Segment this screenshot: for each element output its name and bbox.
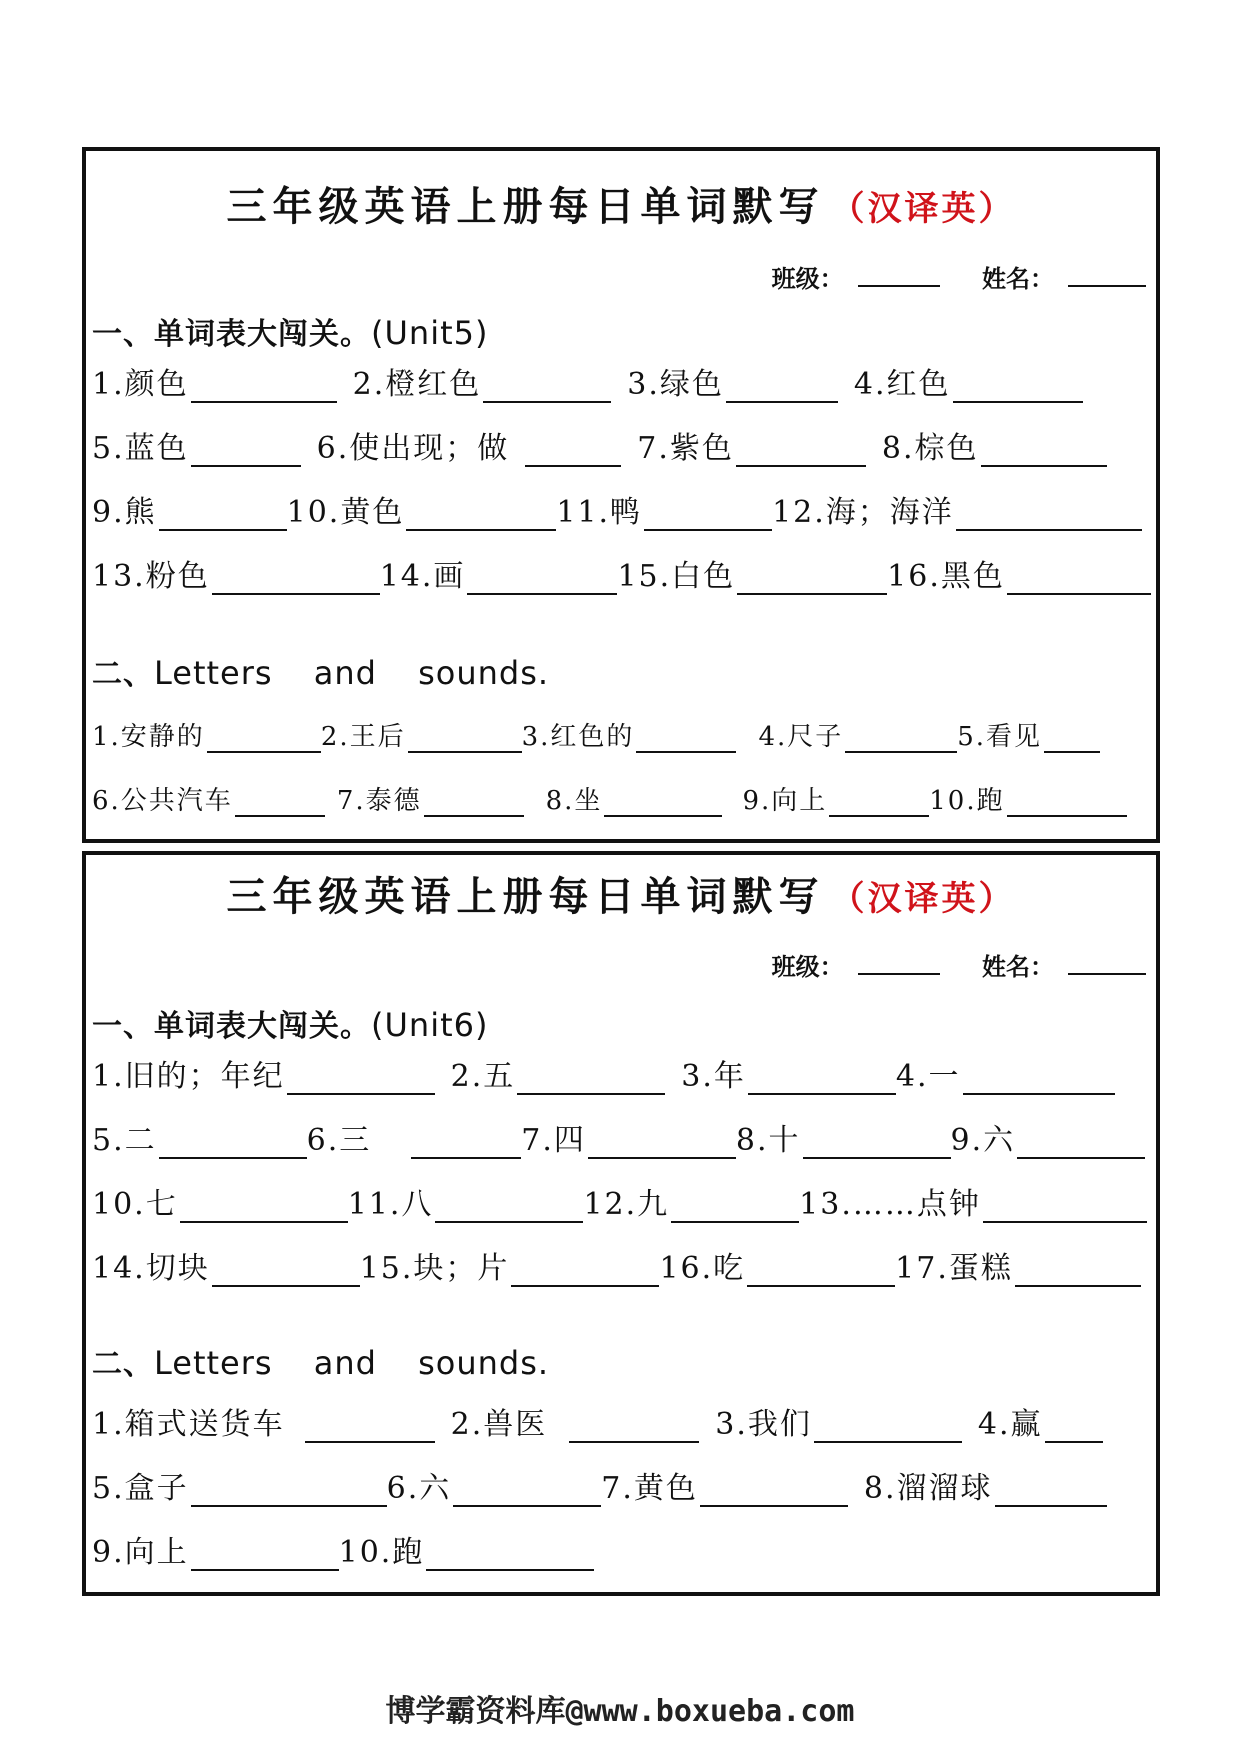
answer-blank[interactable] <box>1017 1127 1145 1159</box>
answer-blank[interactable] <box>644 499 772 531</box>
vocab-item <box>895 1243 1141 1287</box>
vocab-item <box>521 1115 736 1159</box>
answer-blank[interactable] <box>845 721 957 753</box>
class-field[interactable] <box>858 265 940 287</box>
vocab-prompt: 14.画 <box>379 559 466 594</box>
vocab-item <box>92 551 380 595</box>
answer-blank[interactable] <box>426 1539 594 1571</box>
vocab-prompt: 3.绿色 <box>627 367 724 402</box>
answer-blank[interactable] <box>1007 563 1151 595</box>
vocab-prompt: 8.十 <box>735 1123 801 1158</box>
vocab-prompt: 12.九 <box>583 1187 670 1222</box>
letters-prompt: 1.箱式送货车 <box>92 1407 285 1442</box>
answer-blank[interactable] <box>636 721 736 753</box>
vocab-row <box>92 363 1150 403</box>
answer-blank[interactable] <box>700 1475 848 1507</box>
vocab-item <box>92 1179 348 1223</box>
vocab-item <box>92 1243 360 1287</box>
section-heading-text: 一、单词表大闯关。 <box>92 317 371 352</box>
vocab-prompt: 3.年 <box>681 1059 746 1094</box>
letters-prompt: 8.坐 <box>545 786 603 816</box>
letters-prompt: 7.黄色 <box>601 1471 698 1506</box>
answer-blank[interactable] <box>963 1063 1115 1095</box>
letters-item <box>92 716 321 753</box>
source-footer <box>0 1686 1240 1730</box>
letters-item <box>715 1399 978 1443</box>
worksheet-unit6 <box>82 851 1160 1596</box>
answer-blank[interactable] <box>235 785 325 817</box>
letters-item <box>929 780 1126 817</box>
answer-blank[interactable] <box>995 1475 1107 1507</box>
letters-prompt: 3.我们 <box>715 1407 812 1442</box>
vocab-prompt: 1.颜色 <box>92 367 189 402</box>
vocab-prompt: 12.海；海洋 <box>772 495 954 530</box>
letters-prompt: 4.尺子 <box>758 722 844 752</box>
answer-blank[interactable] <box>983 1191 1147 1223</box>
title-subtitle: （汉译英） <box>830 189 1016 229</box>
letters-prompt: 6.六 <box>386 1471 452 1506</box>
vocab-item <box>854 359 1083 403</box>
answer-blank[interactable] <box>604 785 722 817</box>
section-heading-text: Letters and sounds. <box>154 654 550 692</box>
vocab-item <box>896 1051 1115 1095</box>
answer-blank[interactable] <box>747 1255 895 1287</box>
answer-blank[interactable] <box>736 435 866 467</box>
answer-blank[interactable] <box>191 435 301 467</box>
vocab-prompt: 13.粉色 <box>92 559 210 594</box>
section-heading-text: Letters and sounds. <box>154 1344 550 1382</box>
answer-blank[interactable] <box>191 371 337 403</box>
answer-blank[interactable] <box>435 1191 583 1223</box>
vocab-prompt: 4.红色 <box>853 367 951 402</box>
answer-blank[interactable] <box>305 1411 435 1443</box>
answer-blank[interactable] <box>1045 1411 1103 1443</box>
letters-item <box>92 1527 339 1571</box>
answer-blank[interactable] <box>408 721 522 753</box>
vocab-item <box>627 359 854 403</box>
name-field[interactable] <box>1068 265 1146 287</box>
answer-blank[interactable] <box>748 1063 896 1095</box>
student-info <box>772 259 1146 294</box>
vocab-row <box>92 1119 1150 1159</box>
answer-blank[interactable] <box>180 1191 348 1223</box>
letters-item <box>337 780 546 817</box>
answer-blank[interactable] <box>159 1127 307 1159</box>
vocab-prompt: 13.……点钟 <box>799 1187 981 1222</box>
letters-row <box>92 1531 1150 1571</box>
letters-item <box>522 716 759 753</box>
section-letters-heading <box>92 649 549 693</box>
vocab-item <box>659 1243 895 1287</box>
vocab-prompt: 15.白色 <box>617 559 736 594</box>
vocab-prompt: 17.蛋糕 <box>895 1251 1013 1286</box>
answer-blank[interactable] <box>467 563 617 595</box>
vocab-item <box>317 423 638 467</box>
vocab-prompt: 6.三 <box>306 1123 372 1158</box>
answer-blank[interactable] <box>525 435 621 467</box>
answer-blank[interactable] <box>511 1255 659 1287</box>
answer-blank[interactable] <box>191 1475 387 1507</box>
vocab-prompt: 5.蓝色 <box>92 431 189 466</box>
vocab-prompt: 11.八 <box>347 1187 434 1222</box>
vocab-item <box>92 487 287 531</box>
vocab-item <box>951 1115 1146 1159</box>
vocab-item <box>617 551 887 595</box>
letters-prompt: 4.赢 <box>977 1407 1043 1442</box>
class-label: 班级： <box>771 952 844 981</box>
name-label: 姓名： <box>982 264 1054 293</box>
title-text: 三年级英语上册每日单词默写 <box>226 183 825 230</box>
vocab-prompt: 1.旧的；年纪 <box>92 1059 285 1094</box>
letters-item <box>92 780 337 817</box>
answer-blank[interactable] <box>212 1255 360 1287</box>
answer-blank[interactable] <box>1007 785 1127 817</box>
section-vocabulary-heading <box>92 1001 488 1045</box>
vocab-item <box>287 487 557 531</box>
vocab-item <box>451 1051 682 1095</box>
vocab-prompt: 2.橙红色 <box>352 367 482 402</box>
letters-prompt: 10.跑 <box>929 786 1005 816</box>
answer-blank[interactable] <box>424 785 524 817</box>
answer-blank[interactable] <box>287 1063 435 1095</box>
vocab-item <box>681 1051 896 1095</box>
letters-prompt: 1.安静的 <box>92 722 205 752</box>
vocab-row <box>92 491 1150 531</box>
answer-blank[interactable] <box>207 721 321 753</box>
letters-row <box>92 777 1150 817</box>
vocab-prompt: 7.四 <box>521 1123 586 1158</box>
vocab-item <box>887 551 1151 595</box>
vocab-item <box>637 423 882 467</box>
letters-item <box>742 780 929 817</box>
section-prefix: 二、 <box>92 657 154 692</box>
letters-item <box>451 1399 716 1443</box>
vocab-item <box>92 423 317 467</box>
vocab-prompt: 16.黑色 <box>887 559 1005 594</box>
class-field[interactable] <box>858 953 940 975</box>
worksheet-title <box>86 865 1156 922</box>
section-letters-heading <box>92 1339 549 1383</box>
answer-blank[interactable] <box>569 1411 699 1443</box>
letters-item <box>339 1527 595 1571</box>
letters-prompt: 6.公共汽车 <box>92 786 233 816</box>
vocab-item <box>92 1051 451 1095</box>
letters-row <box>92 1403 1150 1443</box>
letters-item <box>321 716 522 753</box>
answer-blank[interactable] <box>981 435 1107 467</box>
vocab-item <box>348 1179 584 1223</box>
vocab-item <box>799 1179 1147 1223</box>
unit-label: (Unit5) <box>371 314 489 352</box>
answer-blank[interactable] <box>453 1475 601 1507</box>
footer-text: 博学霸资料库@www.boxueba.com <box>385 1694 855 1729</box>
letters-prompt: 7.泰德 <box>336 786 422 816</box>
answer-blank[interactable] <box>803 1127 951 1159</box>
answer-blank[interactable] <box>829 785 929 817</box>
letters-item <box>92 1399 451 1443</box>
vocab-prompt: 7.紫色 <box>637 431 734 466</box>
class-label: 班级： <box>771 264 844 293</box>
answer-blank[interactable] <box>814 1411 962 1443</box>
answer-blank[interactable] <box>212 563 380 595</box>
vocab-prompt: 14.切块 <box>92 1251 210 1286</box>
answer-blank[interactable] <box>956 499 1142 531</box>
answer-blank[interactable] <box>517 1063 665 1095</box>
vocab-item <box>583 1179 799 1223</box>
vocab-prompt: 11.鸭 <box>556 495 643 530</box>
letters-prompt: 9.向上 <box>92 1535 189 1570</box>
vocab-prompt: 8.棕色 <box>881 431 979 466</box>
section-heading-text: 一、单词表大闯关。 <box>92 1009 371 1044</box>
vocab-prompt: 16.吃 <box>659 1251 746 1286</box>
unit-label: (Unit6) <box>371 1006 489 1044</box>
title-text: 三年级英语上册每日单词默写 <box>226 873 825 920</box>
letters-item <box>957 716 1100 753</box>
answer-blank[interactable] <box>726 371 838 403</box>
letters-prompt: 8.溜溜球 <box>863 1471 993 1506</box>
vocab-prompt: 9.六 <box>950 1123 1016 1158</box>
letters-item <box>864 1463 1107 1507</box>
vocab-item <box>360 1243 660 1287</box>
answer-blank[interactable] <box>588 1127 736 1159</box>
vocab-prompt: 10.七 <box>92 1187 178 1222</box>
vocab-item <box>380 551 618 595</box>
answer-blank[interactable] <box>411 1127 521 1159</box>
student-info <box>772 947 1146 982</box>
letters-item <box>978 1399 1103 1443</box>
vocab-item <box>736 1115 951 1159</box>
letters-prompt: 3.红色的 <box>521 722 635 752</box>
letters-item <box>546 780 743 817</box>
answer-blank[interactable] <box>483 371 611 403</box>
letters-prompt: 5.看见 <box>957 722 1043 752</box>
worksheet-title <box>86 175 1156 232</box>
vocab-prompt: 9.熊 <box>92 495 157 530</box>
vocab-row <box>92 427 1150 467</box>
answer-blank[interactable] <box>737 563 887 595</box>
answer-blank[interactable] <box>1015 1255 1141 1287</box>
answer-blank[interactable] <box>191 1539 339 1571</box>
letters-prompt: 9.向上 <box>742 786 828 816</box>
vocab-item <box>556 487 772 531</box>
letters-row <box>92 713 1150 753</box>
vocab-prompt: 2.五 <box>450 1059 516 1094</box>
letters-row <box>92 1467 1150 1507</box>
vocab-row <box>92 555 1150 595</box>
answer-blank[interactable] <box>953 371 1083 403</box>
vocab-item <box>353 359 628 403</box>
vocab-prompt: 15.块；片 <box>359 1251 510 1286</box>
answer-blank[interactable] <box>1044 721 1100 753</box>
vocab-item <box>882 423 1107 467</box>
letters-prompt: 2.兽医 <box>450 1407 548 1442</box>
vocab-row <box>92 1055 1150 1095</box>
answer-blank[interactable] <box>671 1191 799 1223</box>
vocab-item <box>92 359 353 403</box>
answer-blank[interactable] <box>159 499 287 531</box>
vocab-prompt: 6.使出现；做 <box>316 431 510 466</box>
answer-blank[interactable] <box>406 499 556 531</box>
letters-prompt: 5.盒子 <box>92 1471 189 1506</box>
letters-item <box>601 1463 864 1507</box>
vocab-prompt: 5.二 <box>92 1123 157 1158</box>
letters-prompt: 10.跑 <box>338 1535 425 1570</box>
letters-prompt: 2.王后 <box>320 722 406 752</box>
vocab-prompt: 4.一 <box>895 1059 961 1094</box>
vocab-item <box>772 487 1142 531</box>
section-vocabulary-heading <box>92 309 488 353</box>
name-field[interactable] <box>1068 953 1146 975</box>
letters-item <box>387 1463 602 1507</box>
worksheet-unit5 <box>82 147 1160 843</box>
vocab-prompt: 10.黄色 <box>286 495 405 530</box>
title-subtitle: （汉译英） <box>830 879 1016 919</box>
vocab-row <box>92 1247 1150 1287</box>
letters-item <box>758 716 957 753</box>
vocab-item <box>307 1115 522 1159</box>
vocab-row <box>92 1183 1150 1223</box>
vocab-item <box>92 1115 307 1159</box>
section-prefix: 二、 <box>92 1347 154 1382</box>
letters-item <box>92 1463 387 1507</box>
name-label: 姓名： <box>982 952 1054 981</box>
